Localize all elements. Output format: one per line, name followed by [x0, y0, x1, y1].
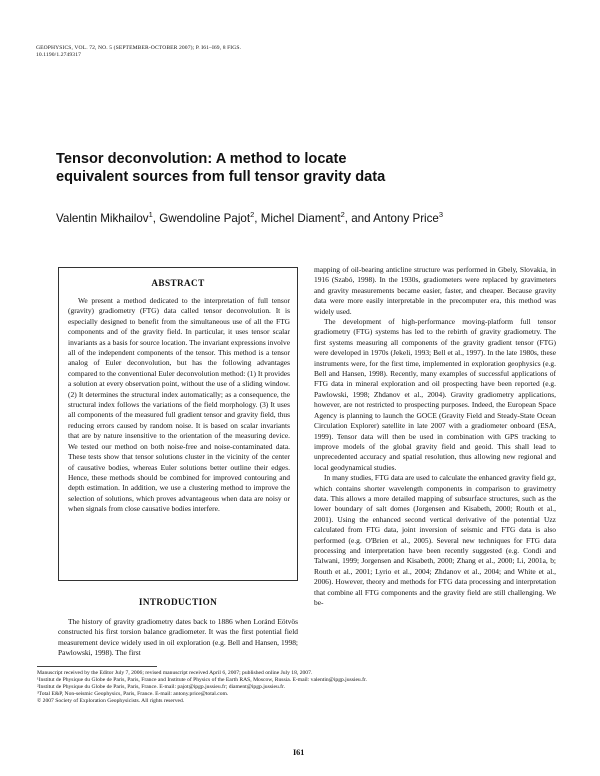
page-number: I61 — [293, 748, 305, 757]
author-name: , and Antony Price — [344, 212, 439, 225]
footnotes — [37, 670, 567, 705]
footnote-copyright: © 2007 Society of Exploration Geophysicists. All rights reserved. — [37, 698, 185, 704]
paper-title — [56, 150, 385, 186]
affiliation-mark: 3 — [438, 210, 444, 219]
title-line-1: Tensor deconvolution: A method to locate — [56, 151, 347, 167]
body-paragraph: The development of high-performance moving-platform full tensor gradiometry (FTG) systems has led to the rebirth of gravity gradiometry. The first systems measuring all components of the gravity gradient tensor (FTG) were developed in 1970s (Jekeli, 1993; Bell et al., 1997). In the late 1980s, these instruments were, for the first time, implemented in exploration geophysics (e.g. Bell and Hansen, 1998). Recently, many examples of successful applications of FTG data in mineral exploration and oil prospecting have been reported (e.g. Pawlowski, 1998; Zhdanov et al., 2004). Gravity gradiometry applications, however, are not restricted to prospecting purposes. Indeed, the European Space Agency is planning to launch the GOCE (Gravity Field and Steady-State Ocean Circulation Explorer) satellite in late 2007 with a gradiometer onboard (ESA, 1999). Tensor data will then be used in combination with GPS tracking to improve models of the global gravity field and geoid. This shall lead to unprecedented accuracy and spatial resolution, thus allowing new regional and local geodynamical studies. — [314, 317, 556, 472]
footnote-affiliation: ²Institut de Physique du Globe de Paris, Paris, France. E-mail: pajot@ipgp.jussieu.fr; diament@ipgp.jussieu.fr. — [37, 684, 285, 690]
introduction-heading: INTRODUCTION — [138, 597, 218, 607]
abstract-heading: ABSTRACT — [151, 278, 205, 288]
author-name: Valentin Mikhailov — [56, 212, 149, 225]
doi: 10.1190/1.2749317 — [36, 52, 81, 59]
abstract-text: We present a method dedicated to the interpretation of full tensor (gravity) gradiometry (FTG) data called tensor deconvolution. It is especially designed to benefit from the simultaneous use of all the FTG components and of the gravity field. In particular, it uses tensor scalar invariants as a basis for source location. The invariant expressions involve all of the independent components of the tensor. This method is a tensor analog of Euler deconvolution, but has the following advantages compared to the conventional Euler deconvolution method: (1) It provides a solution at every observation point, without the use of a sliding window. (2) It determines the structural index automatically; as a consequence, the structural index follows the variations of the field morphology. (3) It uses all components of the measured full gradient tensor and gravity field, thus reducing errors caused by random noise. It is based on scalar invariants that are by nature insensitive to the orientation of the measuring device. We tested our method on both noise-free and noise-contaminated data. These tests show that tensor solutions cluster in the vicinity of the center of causative bodies, whereas Euler solutions better outline their edges. Hence, these methods should be combined for improved contouring and depth estimation. In addition, we use a clustering method to improve the selection of solutions, which proves advantageous when data are noisy or when signals from close causative bodies interfere. — [68, 296, 290, 514]
journal-header — [36, 45, 241, 60]
author-list — [56, 212, 443, 225]
affiliation-mark: 2 — [250, 210, 255, 219]
author-name: , Michel Diament — [254, 212, 341, 225]
affiliation-mark: 2 — [340, 210, 345, 219]
footnote-affiliation: ³Total E&P, Non-seismic Geophysics, Paris, France. E-mail: antony.price@total.com. — [37, 691, 229, 697]
title-line-2: equivalent sources from full tensor gravity data — [56, 169, 386, 185]
footnote-received: Manuscript received by the Editor July 7, 2006; revised manuscript received April 6, 2007; published online July 18, 2007. — [37, 670, 313, 676]
right-column — [314, 265, 556, 608]
body-paragraph: mapping of oil-bearing anticline structure was performed in Gbely, Slovakia, in 1916 (Szabó, 1998). In the 1930s, gradiometers were replaced by gravimeters and gravity measurements became easier, faster, and cheaper. Because gravity data were more easily interpretable in the precomputer era, this method was widely used. — [314, 265, 556, 316]
affiliation-mark: 1 — [148, 210, 153, 219]
journal-citation: GEOPHYSICS, VOL. 72, NO. 5 (SEPTEMBER-OCTOBER 2007); P. I61–I69, 8 FIGS. — [36, 45, 242, 51]
footnote-divider — [37, 666, 157, 667]
body-paragraph: In many studies, FTG data are used to calculate the enhanced gravity field gz, which contains shorter wavelength components in comparison to gravimetry data. This allows a more detailed mapping of subsurface structures, such as the lower boundary of salt domes (Jorgensen and Kisabeth, 2000; Routh et al., 2001). Using the enhanced second vertical derivative of the potential Uzz calculated from FTG data, joint inversion of seismic and FTG data is also performed (e.g. O'Brien et al., 2005). Several new techniques for FTG data processing and interpretation have been recently suggested (e.g. Condi and Talwani, 1999; Jorgensen and Kisabeth, 2000; Zhang et al., 2000; Li, 2001a, b; Routh et al., 2001; Lyrio et al., 2004; Zhdanov et al., 2004; and White et al., 2006). However, theory and methods for FTG data processing and interpretation that combine all FTG components and the gravity field are still challenging. We be- — [314, 473, 556, 607]
abstract-box — [58, 267, 298, 581]
author-name: , Gwendoline Pajot — [152, 212, 251, 225]
introduction-text: The history of gravity gradiometry dates back to 1886 when Loránd Eötvös constructed his first torsion balance gradiometer. It was the first potential field measurement device widely used in oil exploration (e.g. Bell and Hansen, 1998; Pawlowski, 1998). The first — [58, 617, 298, 658]
footnote-affiliation: ¹Institut de Physique du Globe de Paris, Paris, France and Institute of Physics of the Earth RAS, Moscow, Russia. E-mail: valentin@ipgp.jussieu.fr. — [37, 677, 367, 683]
